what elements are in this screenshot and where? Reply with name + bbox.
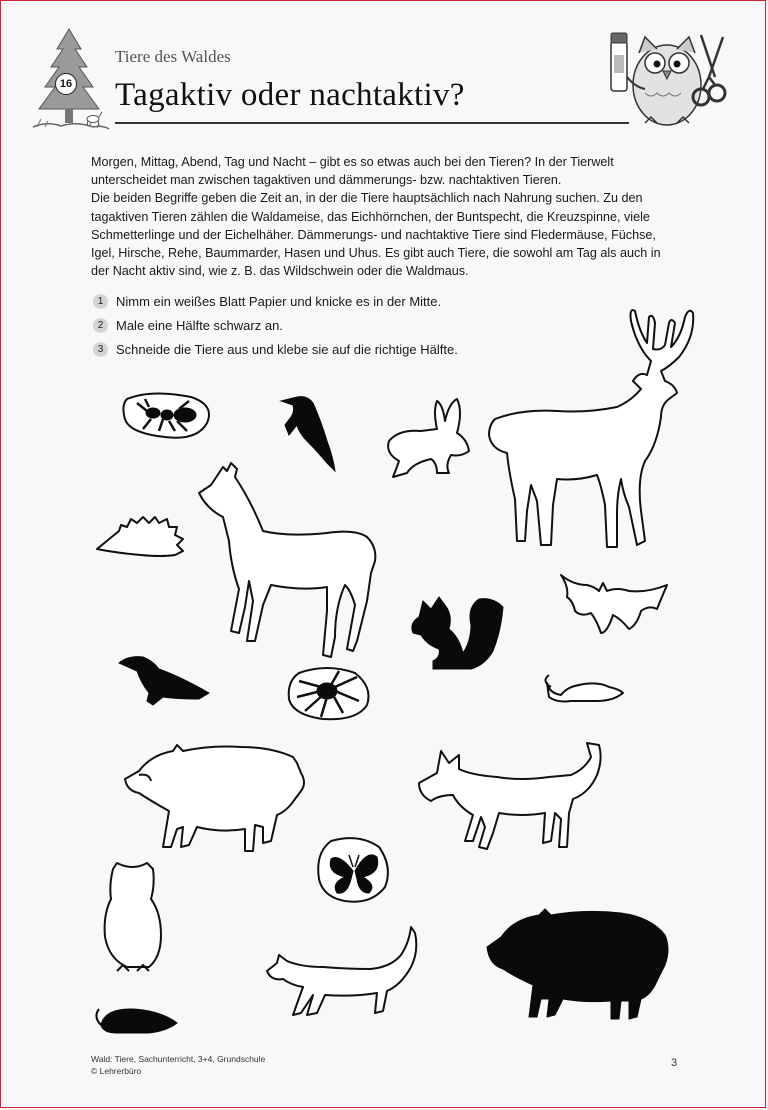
task-number-badge: 2: [93, 318, 108, 333]
woodpecker-icon: [281, 397, 335, 471]
butterfly-icon: [318, 838, 388, 902]
fox-icon: [419, 743, 601, 849]
roe-deer-icon: [199, 463, 375, 657]
rabbit-icon: [388, 399, 469, 477]
footer-credits: [91, 1053, 265, 1077]
wild-boar-outline-icon: [125, 745, 304, 851]
field-mouse-icon: [96, 1009, 177, 1033]
task-text: Schneide die Tiere aus und klebe sie auf die richtige Hälfte.: [116, 341, 458, 357]
spider-icon: [289, 668, 369, 719]
footer-source: Wald: Tiere, Sachunterricht, 3+4, Grundschule: [91, 1054, 266, 1064]
task-text: Nimm ein weißes Blatt Papier und knicke es in der Mitte.: [116, 293, 442, 309]
mouse-icon: [545, 675, 623, 702]
task-number-badge: 1: [93, 294, 108, 309]
series-title: Tiere des Waldes: [115, 47, 231, 66]
hedgehog-icon: [97, 517, 183, 556]
task-number-badge: 3: [93, 342, 108, 357]
task-text: Male eine Hälfte schwarz an.: [116, 317, 283, 333]
crow-icon: [119, 657, 209, 705]
page-number: 3: [671, 1057, 678, 1069]
ant-icon: [123, 393, 209, 437]
footer-copyright: © Lehrerbüro: [91, 1066, 142, 1076]
page-title: Tagaktiv oder nachtaktiv?: [115, 77, 465, 113]
intro-paragraph-2: Die beiden Begriffe geben die Zeit an, in der die Tiere hauptsächlich nach Nahrung suchen. Zu den tagaktiven Tieren zählen die Waldameise, das Eichhörnchen, der Buntspecht, die Kreuzspinne, viele Schmetterlinge und der Eichelhäher. Dämmerungs- und nachtaktive Tiere sind Fledermäuse, Füchse, Igel, Hirsche, Rehe, Baummarder, Hasen und Uhus. Es gibt auch Tiere, die sowohl am Tag als auch in der Nacht aktiv sind, wie z. B. das Wildschwein oder die Waldmaus.: [91, 191, 661, 279]
intro-paragraph-1: Morgen, Mittag, Abend, Tag und Nacht – gibt es so etwas auch bei den Tieren? In der Tierwelt unterscheidet man zwischen tagaktiven und dämmerungs- bzw. nachtaktiven Tieren.: [91, 155, 614, 188]
stag-icon: [489, 310, 693, 547]
squirrel-icon: [412, 597, 503, 669]
animal-cutouts: [1, 1, 767, 1109]
marten-icon: [267, 927, 416, 1015]
owl-icon: [105, 863, 161, 971]
bat-icon: [561, 575, 667, 633]
wild-boar-black-icon: [487, 909, 668, 1019]
chapter-number-badge: 16: [55, 73, 77, 95]
